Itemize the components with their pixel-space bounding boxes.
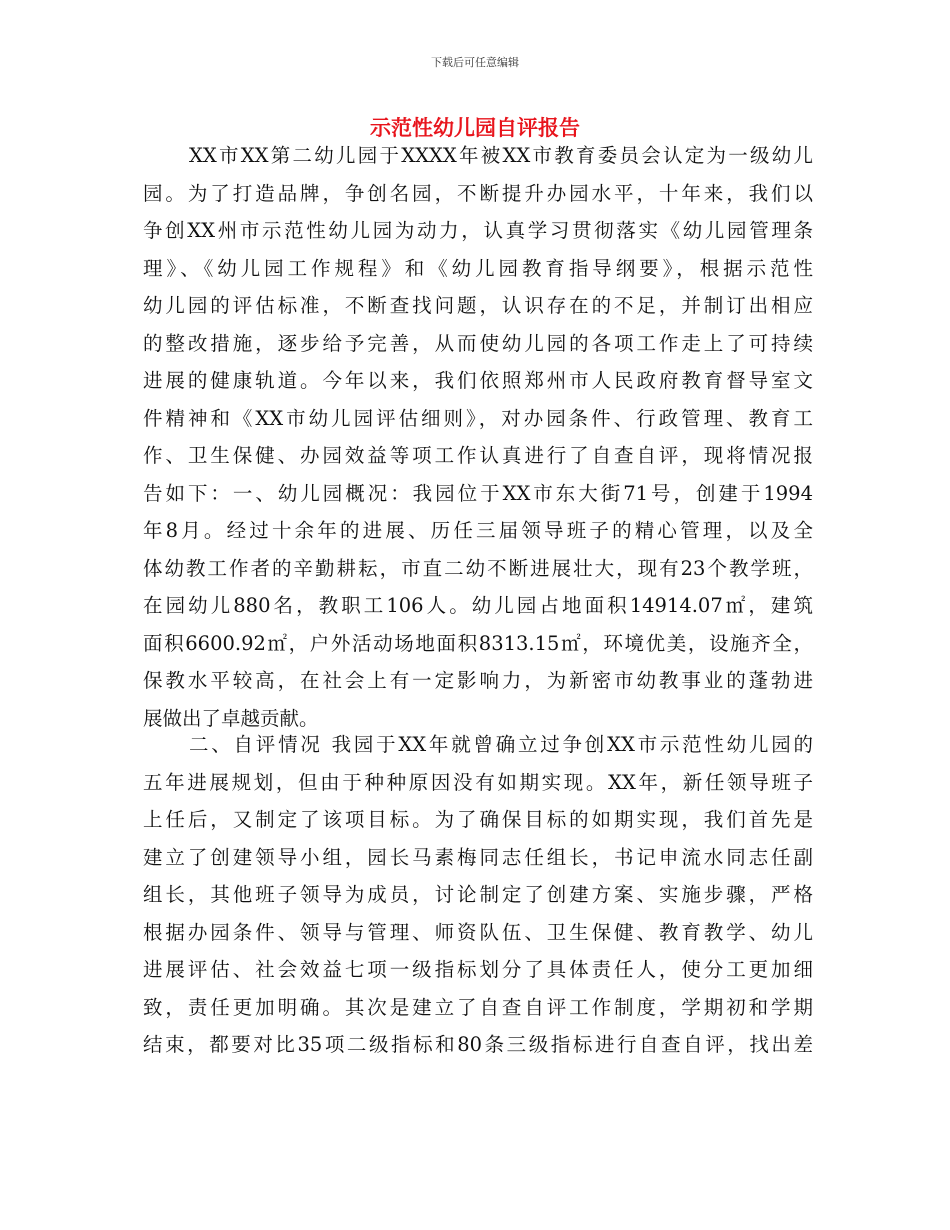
paragraph-line: 二、自评情况 我园于XX年就曾确立过争创XX市示范性幼儿园的	[189, 733, 813, 756]
paragraph-line: 建立了创建领导小组，园长马素梅同志任组长，书记申流水同志任副	[143, 845, 813, 869]
header-note: 下载后可任意编辑	[431, 56, 519, 69]
paragraph-line: 组长，其他班子领导为成员，讨论制定了创建方案、实施步骤，严格	[143, 883, 813, 906]
paragraph-line: 根据办园条件、领导与管理、师资队伍、卫生保健、教育教学、幼儿	[143, 920, 813, 944]
paragraph-line: 幼儿园的评估标准，不断查找问题，认识存在的不足，并制订出相应	[143, 294, 813, 317]
paragraph-line: 结束，都要对比35项二级指标和80条三级指标进行自查自评，找出差	[143, 1033, 813, 1056]
paragraph-line: 理》、《幼儿园工作规程》和《幼儿园教育指导纲要》，根据示范性	[143, 256, 813, 280]
paragraph-line: 进展的健康轨道。今年以来，我们依照郑州市人民政府教育督导室文	[143, 369, 813, 392]
paragraph-overview	[143, 137, 813, 737]
paragraph-line: 五年进展规划，但由于种种原因没有如期实现。XX年，新任领导班子	[143, 770, 813, 794]
paragraph-line: 展做出了卓越贡献。	[143, 706, 319, 730]
paragraph-line: 在园幼儿880名，教职工106人。幼儿园占地面积14914.07㎡，建筑	[143, 594, 813, 617]
paragraph-line: 园。为了打造品牌，争创名园，不断提升办园水平，十年来，我们以	[143, 181, 813, 205]
paragraph-line: 保教水平较高，在社会上有一定影响力，为新密市幼教事业的蓬勃进	[143, 669, 813, 692]
paragraph-line: 作、卫生保健、办园效益等项工作认真进行了自查自评，现将情况报	[143, 444, 813, 467]
paragraph-line: 体幼教工作者的辛勤耕耘，市直二幼不断进展壮大，现有23个教学班，	[143, 556, 813, 580]
document-title: 示范性幼儿园自评报告	[370, 116, 580, 140]
paragraph-line: 致，责任更加明确。其次是建立了自查自评工作制度，学期初和学期	[143, 995, 813, 1019]
paragraph-line: 件精神和《XX市幼儿园评估细则》，对办园条件、行政管理、教育工	[143, 406, 813, 430]
paragraph-self-evaluation	[143, 726, 813, 1064]
paragraph-line: 上任后，又制定了该项目标。为了确保目标的如期实现，我们首先是	[143, 808, 813, 831]
paragraph-line: XX市XX第二幼儿园于XXXX年被XX市教育委员会认定为一级幼儿	[189, 144, 813, 167]
paragraph-line: 面积6600.92㎡，户外活动场地面积8313.15㎡，环境优美，设施齐全，	[143, 631, 813, 655]
paragraph-line: 告如下：一、幼儿园概况：我园位于XX市东大街71号，创建于1994	[143, 481, 813, 505]
paragraph-line: 的整改措施，逐步给予完善，从而使幼儿园的各项工作走上了可持续	[143, 331, 813, 355]
paragraph-line: 争创XX州市示范性幼儿园为动力，认真学习贯彻落实《幼儿园管理条	[143, 219, 813, 242]
paragraph-line: 年8月。经过十余年的进展、历任三届领导班子的精心管理，以及全	[143, 519, 813, 542]
paragraph-line: 进展评估、社会效益七项一级指标划分了具体责任人，使分工更加细	[143, 958, 813, 981]
